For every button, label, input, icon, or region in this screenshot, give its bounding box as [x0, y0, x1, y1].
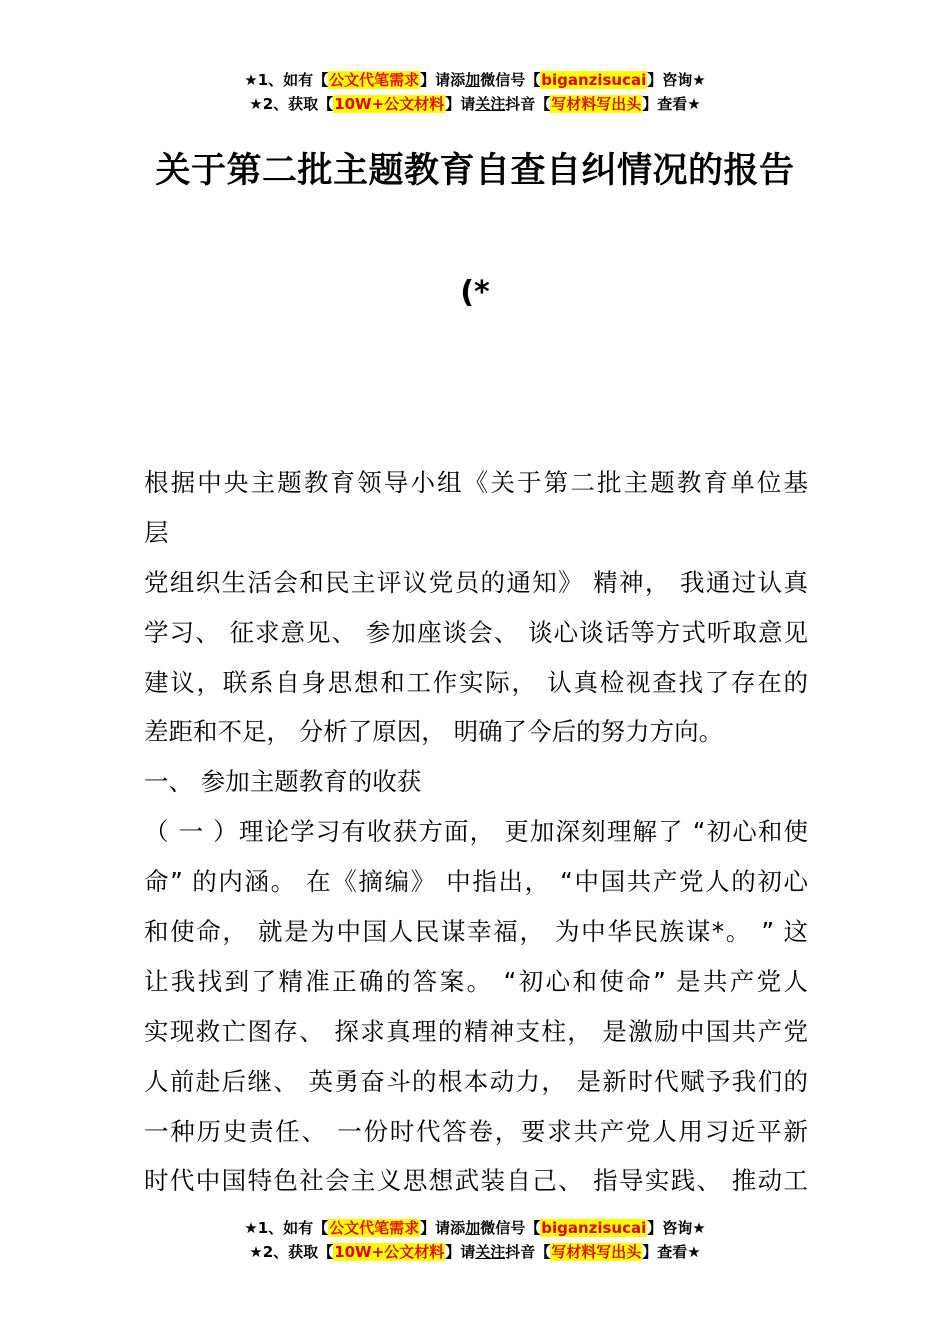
body-line: 让我找到了精准正确的答案。 “初心和使命” 是共产党人 [144, 966, 808, 996]
banner-emphasis: 关注 [475, 1243, 506, 1261]
body-line: （ 一 ）理论学习有收获方面， 更加深刻理解了 “初心和使 [144, 817, 808, 847]
banner-line-2 [0, 92, 950, 116]
banner-text: 】请添 [420, 71, 466, 89]
body-line: 时代中国特色社会主义思想武装自己、 指导实践、 推动工 [144, 1166, 808, 1196]
banner-text: 】请 [445, 1243, 476, 1261]
banner-highlight: 10W+公文材料 [334, 1243, 445, 1261]
banner-text: 】查看★ [642, 1243, 701, 1261]
banner-text: 】咨询★ [647, 1219, 706, 1237]
banner-text: 微信号【 [480, 1219, 541, 1237]
banner-line-2 [0, 1240, 950, 1264]
banner-highlight: biganzisucai [541, 71, 647, 89]
banner-text: 】查看★ [642, 95, 701, 113]
banner-emphasis: 加 [465, 71, 481, 89]
body-line: 学习、 征求意见、 参加座谈会、 谈心谈话等方式听取意见 [144, 617, 808, 647]
banner-line-1 [0, 1216, 950, 1240]
body-line: 命” 的内涵。 在《摘编》 中指出， “中国共产党人的初心 [144, 867, 808, 897]
body-line: 差距和不足， 分析了原因， 明确了今后的努力方向。 [144, 717, 724, 747]
banner-emphasis: 加 [465, 1219, 481, 1237]
banner-top [0, 68, 950, 116]
section-heading: 一、 参加主题教育的收获 [144, 767, 422, 797]
banner-highlight: 公文代笔需求 [329, 71, 420, 89]
body-line: 和使命， 就是为中国人民谋幸福， 为中华民族谋*。 ” 这 [144, 917, 808, 947]
document-title: 关于第二批主题教育自查自纠情况的报告 [155, 151, 795, 191]
banner-text: 抖音【 [505, 95, 551, 113]
banner-highlight: 公文代笔需求 [329, 1219, 420, 1237]
body-line: 实现救亡图存、 探求真理的精神支柱， 是激励中国共产党 [144, 1016, 808, 1046]
banner-text: ★2、获取【 [249, 95, 334, 113]
banner-highlight: biganzisucai [541, 1219, 647, 1237]
banner-text: 】请 [445, 95, 476, 113]
banner-bottom [0, 1216, 950, 1264]
banner-highlight: 写材料写出头 [551, 95, 642, 113]
banner-text: 】咨询★ [647, 71, 706, 89]
document-subtitle: (* [460, 275, 490, 310]
banner-text: 微信号【 [480, 71, 541, 89]
body-line: 建议，联系自身思想和工作实际， 认真检视查找了存在的 [144, 667, 808, 697]
banner-line-1 [0, 68, 950, 92]
body-line: 人前赴后继、 英勇奋斗的根本动力， 是新时代赋予我们的 [144, 1066, 808, 1096]
body-line: 层 [144, 517, 169, 547]
banner-text: ★1、如有【 [244, 1219, 329, 1237]
body-line: 一种历史责任、 一份时代答卷，要求共产党人用习近平新 [144, 1116, 808, 1146]
document-body [144, 458, 808, 1206]
banner-emphasis: 关注 [475, 95, 506, 113]
body-line: 根据中央主题教育领导小组《关于第二批主题教育单位基 [144, 468, 808, 497]
banner-text: ★2、获取【 [249, 1243, 334, 1261]
banner-highlight: 写材料写出头 [551, 1243, 642, 1261]
banner-text: ★1、如有【 [244, 71, 329, 89]
body-line: 党组织生活会和民主评议党员的通知》 精神， 我通过认真 [144, 567, 808, 597]
banner-highlight: 10W+公文材料 [334, 95, 445, 113]
banner-text: 抖音【 [505, 1243, 551, 1261]
banner-text: 】请添 [420, 1219, 466, 1237]
